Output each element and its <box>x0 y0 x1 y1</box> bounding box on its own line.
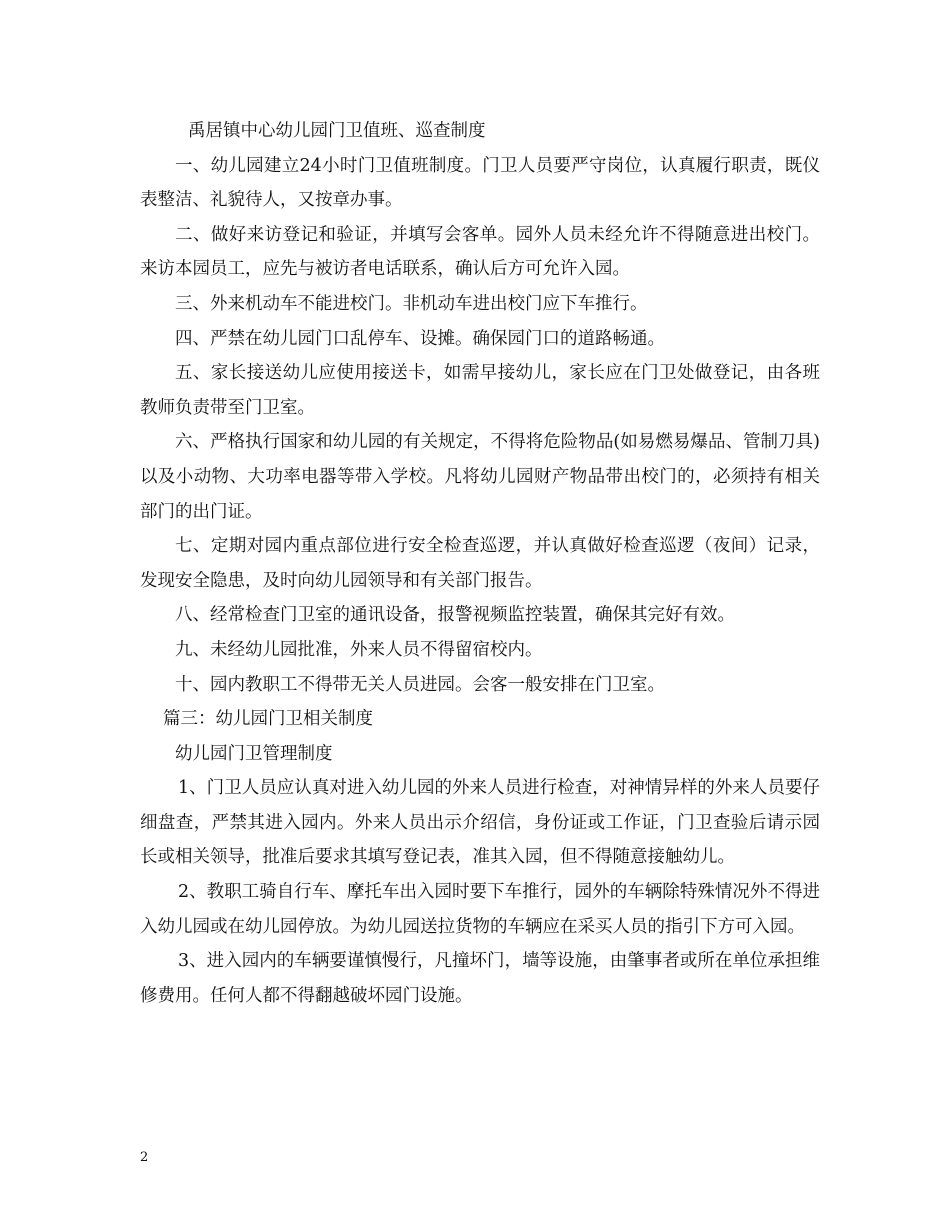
rule-paragraph-7: 七、定期对园内重点部位进行安全检查巡逻，并认真做好检查巡逻（夜间）记录，发现安全隐患，及时向幼儿园领导和有关部门报告。 <box>140 536 820 591</box>
rule-paragraph-6: 六、严格执行国家和幼儿园的有关规定，不得将危险物品(如易燃易爆品、管制刀具)以及小动物、大功率电器等带入学校。凡将幼儿园财产物品带出校门的，必须持有相关部门的出门证。 <box>140 432 820 522</box>
subsection-title: 幼儿园门卫管理制度 <box>175 743 333 764</box>
management-rule-1: 1、门卫人员应认真对进入幼儿园的外来人员进行检查，对神情异样的外来人员要仔细盘查，严禁其进入园内。外来人员出示介绍信，身份证或工作证，门卫查验后请示园长或相关领导，批准后要求其填写登记表，准其入园，但不得随意接触幼儿。 <box>140 778 820 868</box>
page-number: 2 <box>140 1150 149 1165</box>
management-rule-2: 2、教职工骑自行车、摩托车出入园时要下车推行，园外的车辆除特殊情况外不得进入幼儿园或在幼儿园停放。为幼儿园送拉货物的车辆应在采买人员的指引下方可入园。 <box>140 882 820 937</box>
document-body <box>140 114 820 1013</box>
rule-paragraph-10: 十、园内教职工不得带无关人员进园。会客一般安排在门卫室。 <box>175 674 665 695</box>
rule-paragraph-8: 八、经常检查门卫室的通讯设备，报警视频监控装置，确保其完好有效。 <box>175 605 735 626</box>
rule-paragraph-9: 九、未经幼儿园批准，外来人员不得留宿校内。 <box>175 639 543 660</box>
rule-paragraph-5: 五、家长接送幼儿应使用接送卡，如需早接幼儿，家长应在门卫处做登记，由各班教师负责带至门卫室。 <box>140 363 820 418</box>
rule-paragraph-3: 三、外来机动车不能进校门。非机动车进出校门应下车推行。 <box>175 293 648 314</box>
section-title: 禹居镇中心幼儿园门卫值班、巡查制度 <box>188 121 486 141</box>
rule-paragraph-4: 四、严禁在幼儿园门口乱停车、设摊。确保园门口的道路畅通。 <box>175 328 665 349</box>
management-rule-3: 3、进入园内的车辆要谨慎慢行，凡撞坏门，墙等设施，由肇事者或所在单位承担维修费用。任何人都不得翻越破坏园门设施。 <box>140 951 820 1006</box>
rule-paragraph-1: 一、幼儿园建立24小时门卫值班制度。门卫人员要严守岗位，认真履行职责，既仪表整洁、礼貌待人，又按章办事。 <box>140 155 820 211</box>
rule-paragraph-2: 二、做好来访登记和验证，并填写会客单。园外人员未经允许不得随意进出校门。来访本园员工，应先与被访者电话联系，确认后方可允许入园。 <box>140 224 820 280</box>
chapter-heading: 篇三：幼儿园门卫相关制度 <box>163 709 373 730</box>
